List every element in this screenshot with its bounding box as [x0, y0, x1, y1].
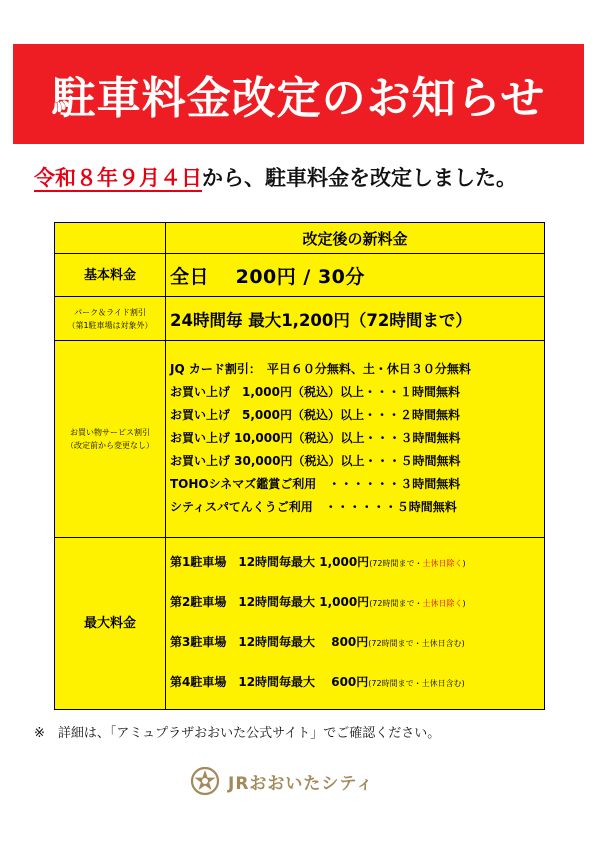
max-fee-note-end: ): [461, 679, 465, 689]
park-ride-value: 24時間毎 最大1,200円（72時間まで）: [166, 297, 545, 341]
page-title: 駐車料金改定のお知らせ: [51, 73, 546, 124]
max-fee-main: 第1駐車場 12時間毎最大 1,000円: [170, 555, 370, 570]
max-fee-line-3: [170, 623, 544, 663]
max-fee-note-red: 土休日除く: [422, 599, 463, 609]
max-fee-note: (72時間まで・: [369, 599, 423, 609]
shopping-discount-list: [166, 341, 545, 537]
basic-fee-label: 基本料金: [55, 254, 166, 297]
max-fee-note-detail: 土休日含む: [421, 639, 462, 649]
shopping-discount-label: [55, 341, 166, 537]
list-item: お買い上げ 30,000円（税込）以上・・・５時間無料: [170, 454, 461, 469]
max-fee-note-end: ): [461, 639, 465, 649]
table-header-row: [55, 223, 545, 254]
max-fee-note-detail: 土休日含む: [421, 679, 462, 689]
header-empty-cell: [55, 223, 166, 254]
max-fee-note-end: ): [462, 559, 466, 569]
shopping-discount-label-text: お買い物サービス割引: [70, 427, 150, 437]
max-fee-note: (72時間まで・: [369, 559, 423, 569]
revision-date: 令和８年９月４日: [34, 166, 202, 190]
max-fee-main: 第2駐車場 12時間毎最大 1,000円: [170, 595, 370, 610]
fee-table: [54, 222, 545, 710]
jr-oita-city-logo: [190, 766, 374, 796]
list-item: TOHOシネマズ鑑賞ご利用 ・・・・・・３時間無料: [170, 477, 461, 492]
max-fee-main: 第4駐車場 12時間毎最大 600円: [170, 675, 369, 690]
announcement-text: から、駐車料金を改定しました。: [202, 166, 517, 190]
park-ride-sublabel: （第1駐車場は対象外）: [67, 320, 153, 330]
shopping-discount-sublabel: （改定前から変更なし）: [66, 440, 154, 450]
list-item: お買い上げ 5,000円（税込）以上・・・２時間無料: [170, 408, 460, 423]
max-fee-main: 第3駐車場 12時間毎最大 800円: [170, 635, 369, 650]
max-fee-line-4: [170, 663, 544, 703]
basic-fee-value: 全日 200円 / 30分: [166, 254, 545, 297]
list-item: お買い上げ 10,000円（税込）以上・・・３時間無料: [170, 431, 461, 446]
list-item: お買い上げ 1,000円（税込）以上・・・１時間無料: [170, 385, 460, 400]
jr-star-logo-icon: [190, 766, 220, 796]
footnote: ※ 詳細は、「アミュプラザおおいた公式サイト」でご確認ください。: [34, 726, 441, 741]
max-fee-line-1: [170, 543, 544, 583]
max-fee-line-2: [170, 583, 544, 623]
list-item: シティスパてんくうご利用 ・・・・・・５時間無料: [170, 500, 457, 515]
list-item: JQ カード割引： 平日６０分無料、土・休日３０分無料: [170, 362, 471, 377]
park-ride-label-text: パーク＆ライド割引: [74, 307, 146, 317]
max-fee-label: 最大料金: [55, 537, 166, 709]
max-fee-note-end: ): [462, 599, 466, 609]
shopping-discount-row: [55, 341, 545, 537]
max-fee-row: [55, 537, 545, 709]
announcement-lead: [34, 162, 574, 192]
park-ride-row: [55, 297, 545, 341]
max-fee-list: [166, 537, 545, 709]
table-header: 改定後の新料金: [166, 223, 545, 254]
logo-text: JRおおいたシティ: [228, 773, 375, 794]
basic-fee-row: [55, 254, 545, 297]
park-ride-label: [55, 297, 166, 341]
max-fee-note: (72時間まで・: [368, 679, 422, 689]
title-banner: [13, 44, 584, 144]
max-fee-note-red: 土休日除く: [422, 559, 463, 569]
max-fee-note: (72時間まで・: [368, 639, 422, 649]
